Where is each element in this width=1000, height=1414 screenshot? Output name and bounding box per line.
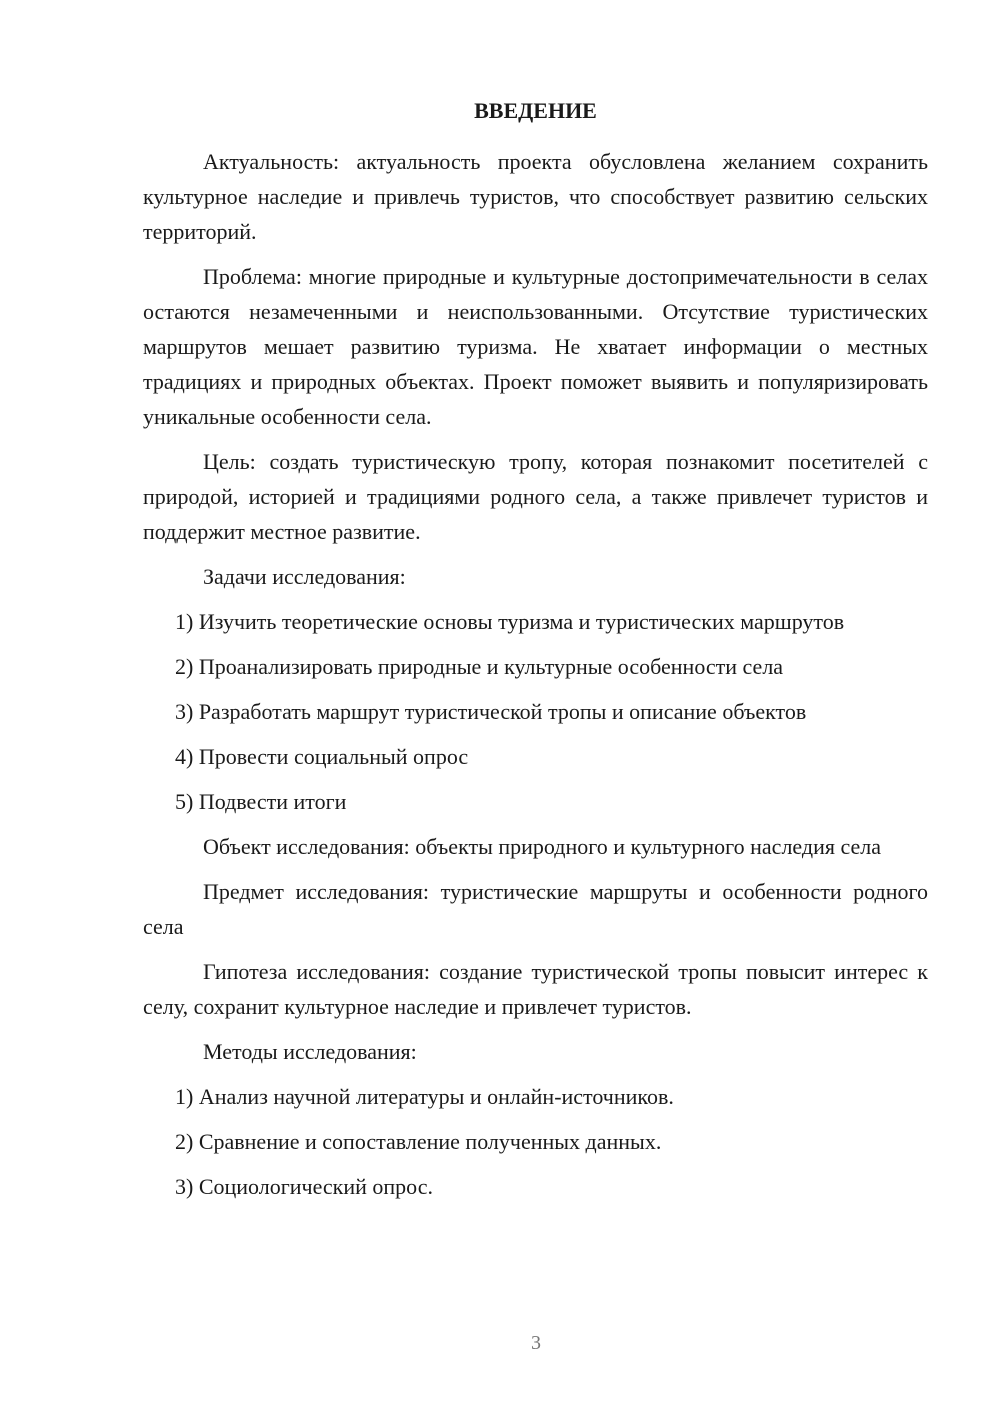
task-item-5: 5) Подвести итоги [175, 789, 347, 814]
relevance-paragraph: Актуальность: актуальность проекта обусловлена желанием сохранить культурное наследие и привлечь туристов, что способствует развитию сельских территорий. [143, 149, 928, 244]
method-item-3: 3) Социологический опрос. [175, 1174, 433, 1199]
hypothesis-paragraph: Гипотеза исследования: создание туристической тропы повысит интерес к селу, сохранит культурное наследие и привлечет туристов. [143, 959, 928, 1019]
tasks-list [143, 604, 928, 819]
method-item-2: 2) Сравнение и сопоставление полученных данных. [175, 1129, 662, 1154]
methods-list [143, 1079, 928, 1204]
task-item-3: 3) Разработать маршрут туристической тропы и описание объектов [175, 699, 807, 724]
page-number: 3 [531, 1332, 541, 1354]
methods-heading: Методы исследования: [203, 1039, 417, 1064]
task-item-1: 1) Изучить теоретические основы туризма и туристических маршрутов [175, 609, 845, 634]
document-page [143, 96, 928, 1214]
goal-paragraph: Цель: создать туристическую тропу, которая познакомит посетителей с природой, историей и традициями родного села, а также привлечет туристов и поддержит местное развитие. [143, 449, 928, 544]
tasks-heading: Задачи исследования: [203, 564, 406, 589]
subject-paragraph: Предмет исследования: туристические маршруты и особенности родного села [143, 879, 928, 939]
page-title: ВВЕДЕНИЕ [474, 98, 597, 123]
method-item-1: 1) Анализ научной литературы и онлайн-источников. [175, 1084, 674, 1109]
problem-paragraph: Проблема: многие природные и культурные достопримечательности в селах остаются незамеченными и неиспользованными. Отсутствие туристических маршрутов мешает развитию туризма. Не хватает информации о местных традициях и природных объектах. Проект поможет выявить и популяризировать уникальные особенности села. [143, 264, 928, 429]
task-item-2: 2) Проанализировать природные и культурные особенности села [175, 654, 784, 679]
object-paragraph: Объект исследования: объекты природного и культурного наследия села [203, 834, 882, 859]
task-item-4: 4) Провести социальный опрос [175, 744, 469, 769]
